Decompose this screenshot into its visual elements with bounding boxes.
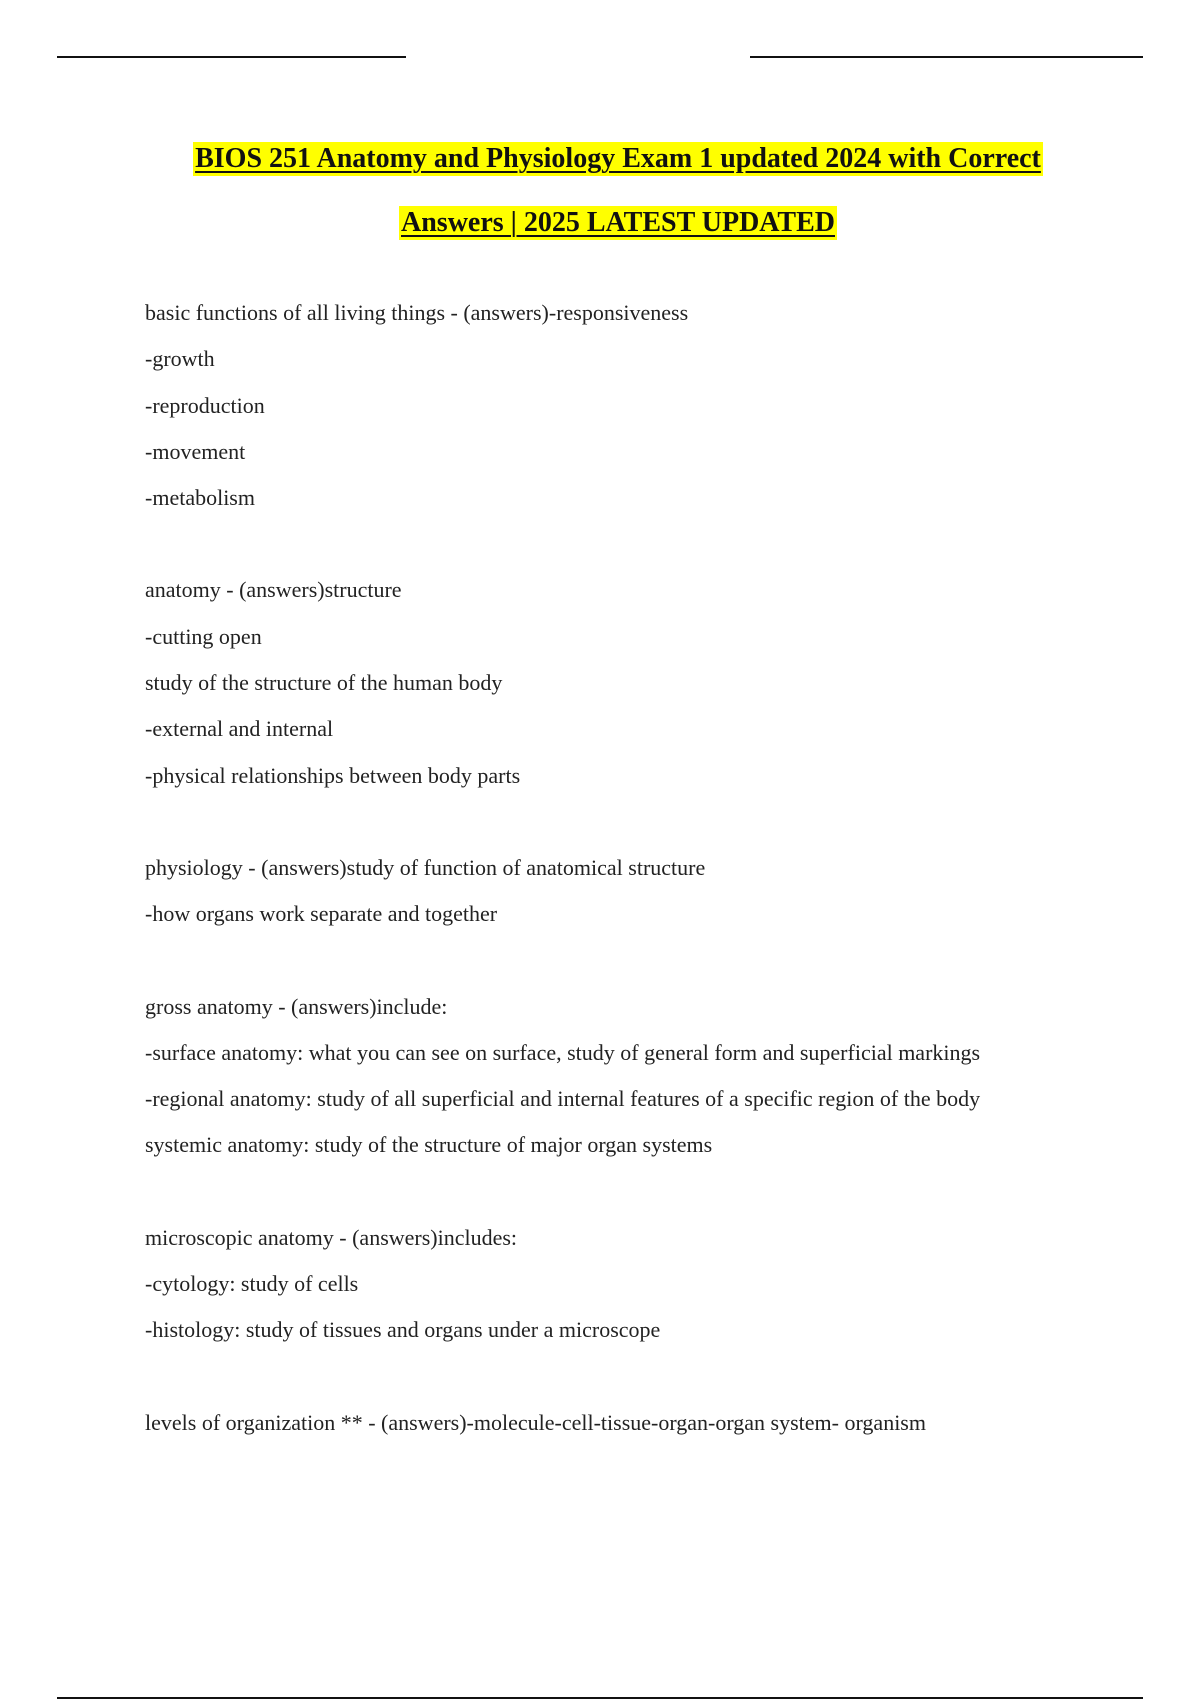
entry-text-line: microscopic anatomy - (answers)includes: [145,1224,518,1250]
entry-text-line: -external and internal [145,716,334,742]
entry-text-line: -cytology: study of cells [145,1271,359,1297]
entry-text-line: physiology - (answers)study of function of anatomical structure [145,854,706,880]
entry-text-line: -how organs work separate and together [145,901,498,927]
entry-text-line: -physical relationships between body parts [145,762,521,788]
entry-text-line: -growth [145,346,215,372]
title-line-2: Answers | 2025 LATEST UPDATED [401,207,835,238]
entry-text-line: gross anatomy - (answers)include: [145,993,448,1019]
entry-text-line: -movement [145,438,246,464]
entry-physiology [145,845,1155,938]
header-rule-right [750,56,1143,58]
entry-text-line: -histology: study of tissues and organs under a microscope [145,1317,661,1343]
entry-text-line: levels of organization ** - (answers)-molecule-cell-tissue-organ-organ system- organism [145,1409,926,1435]
entry-text-line: -surface anatomy: what you can see on surface, study of general form and superficial markings [145,1039,981,1065]
footer-rule [57,1697,1143,1699]
entry-basic-functions [145,290,1155,521]
entry-microscopic-anatomy [145,1215,1155,1354]
entry-text-line: -cutting open [145,623,262,649]
document-body [145,290,1155,1492]
entry-text-line: basic functions of all living things - (answers)-responsiveness [145,300,689,325]
entry-anatomy [145,567,1155,798]
entry-text-line: study of the structure of the human body [145,670,503,696]
header-rule-left [57,56,406,58]
entry-gross-anatomy [145,984,1155,1169]
entry-levels-of-organization [145,1400,1155,1446]
entry-text-line: -metabolism [145,485,255,511]
entry-text-line: -reproduction [145,392,265,418]
entry-text-line: -regional anatomy: study of all superficial and internal features of a specific region of the body [145,1086,981,1112]
entry-text-line: systemic anatomy: study of the structure of major organ systems [145,1132,713,1158]
title-line-1: BIOS 251 Anatomy and Physiology Exam 1 updated 2024 with Correct [195,143,1041,174]
entry-text-line: anatomy - (answers)structure [145,577,402,603]
document-title [0,142,1200,270]
